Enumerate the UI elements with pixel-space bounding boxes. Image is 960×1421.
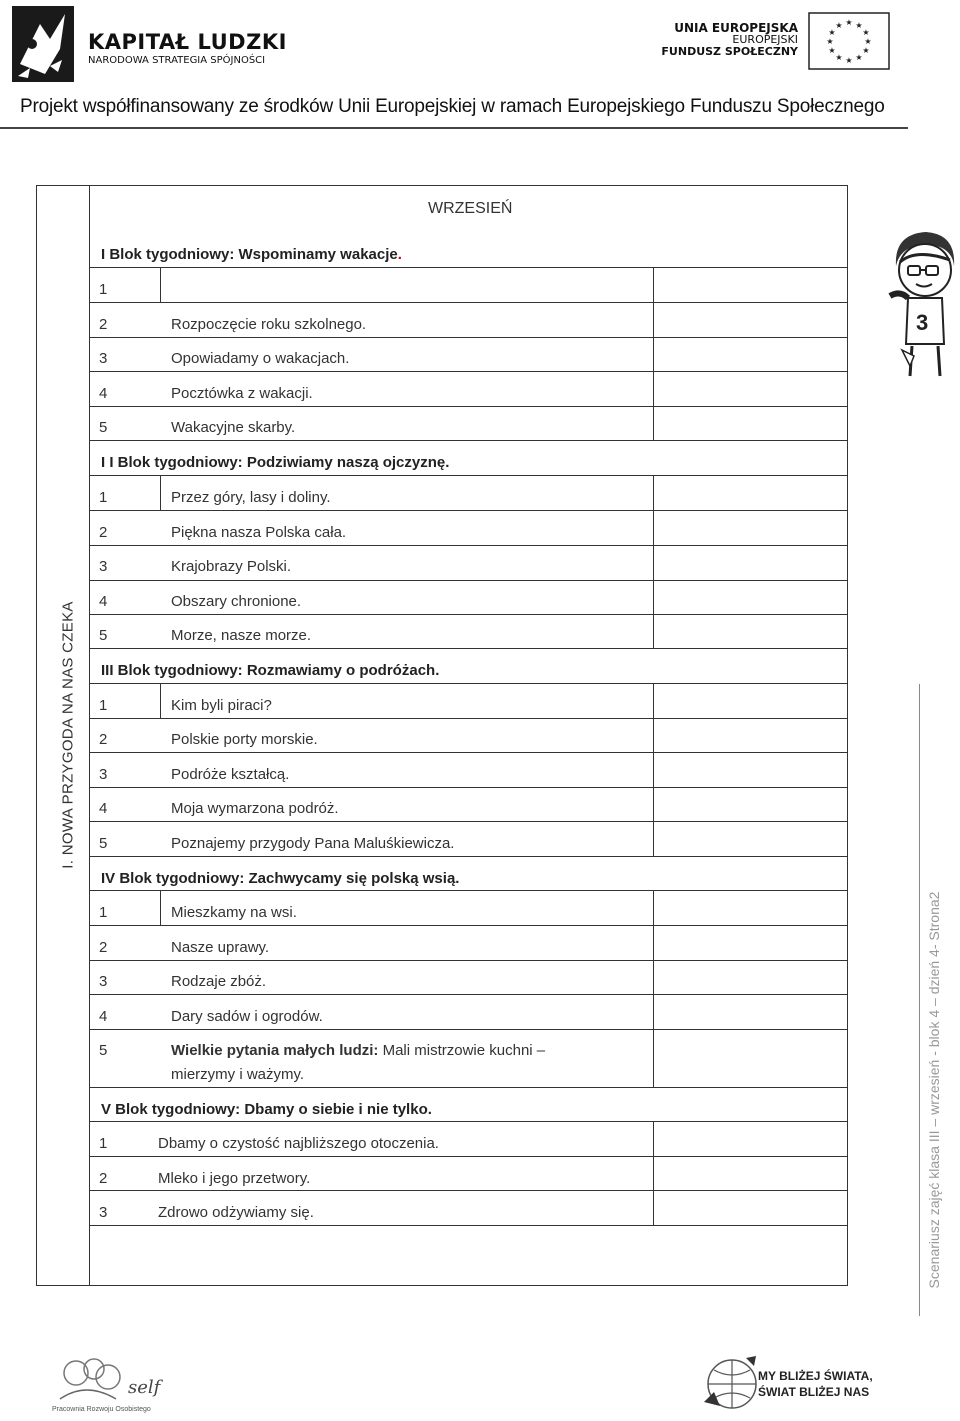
my-text-line-2: ŚWIAT BLIŻEJ NAS bbox=[758, 1385, 870, 1399]
lesson-number: 2 bbox=[99, 1170, 108, 1187]
row-divider bbox=[90, 890, 848, 891]
row-divider bbox=[90, 648, 848, 649]
lesson-number: 5 bbox=[99, 1042, 108, 1059]
row-divider bbox=[90, 683, 848, 684]
svg-text:★: ★ bbox=[855, 53, 863, 62]
row-divider bbox=[90, 1029, 848, 1030]
eu-line-2: EUROPEJSKI bbox=[732, 33, 798, 46]
svg-text:self: self bbox=[128, 1377, 161, 1398]
lesson-title: Dbamy o czystość najbliższego otoczenia. bbox=[158, 1135, 439, 1152]
column-divider bbox=[160, 475, 161, 510]
row-divider bbox=[90, 371, 848, 372]
self-logo-caption: Pracownia Rozwoju Osobistego bbox=[52, 1406, 151, 1413]
lesson-number: 1 bbox=[99, 697, 108, 714]
block-title: IV Blok tygodniowy: Zachwycamy się polską wsią. bbox=[101, 870, 460, 887]
lesson-number: 4 bbox=[99, 1008, 108, 1025]
lesson-title: Zdrowo odżywiamy się. bbox=[158, 1204, 314, 1221]
svg-text:★: ★ bbox=[835, 53, 843, 62]
row-divider bbox=[90, 1225, 848, 1226]
mascot-number: 3 bbox=[916, 310, 929, 335]
globe-logo-icon bbox=[700, 1352, 760, 1414]
row-divider bbox=[90, 267, 848, 268]
side-label: I. NOWA PRZYGODA NA NAS CZEKA bbox=[59, 601, 77, 869]
row-divider bbox=[90, 302, 848, 303]
block-title: I I Blok tygodniowy: Podziwiamy naszą ojczyznę. bbox=[101, 454, 450, 471]
lesson-number: 1 bbox=[99, 904, 108, 921]
lesson-title-continued: mierzymy i ważymy. bbox=[171, 1066, 305, 1083]
lesson-title: Wakacyjne skarby. bbox=[171, 419, 296, 436]
column-divider bbox=[653, 890, 654, 1087]
lesson-number: 3 bbox=[99, 973, 108, 990]
block-title: III Blok tygodniowy: Rozmawiamy o podróżach. bbox=[101, 662, 440, 679]
lesson-number: 2 bbox=[99, 939, 108, 956]
lesson-title: Mieszkamy na wsi. bbox=[171, 904, 297, 921]
eu-line-1: UNIA EUROPEJSKA bbox=[674, 21, 798, 35]
lesson-title: Podróże kształcą. bbox=[171, 766, 290, 783]
column-divider bbox=[160, 683, 161, 718]
side-footer-rule bbox=[919, 684, 920, 1316]
lesson-title: Dary sadów i ogrodów. bbox=[171, 1008, 323, 1025]
lesson-number: 1 bbox=[99, 281, 108, 298]
row-divider bbox=[90, 787, 848, 788]
lesson-number: 5 bbox=[99, 835, 108, 852]
lesson-title: Rodzaje zbóż. bbox=[171, 973, 267, 990]
kapital-ludzki-logo-icon bbox=[10, 4, 80, 84]
row-divider bbox=[90, 545, 848, 546]
lesson-number: 1 bbox=[99, 1135, 108, 1152]
lesson-number: 3 bbox=[99, 350, 108, 367]
lesson-title: Polskie porty morskie. bbox=[171, 731, 318, 748]
block-title bbox=[101, 246, 402, 263]
svg-text:★: ★ bbox=[845, 18, 853, 27]
lesson-title: Obszary chronione. bbox=[171, 593, 302, 610]
lesson-number: 3 bbox=[99, 766, 108, 783]
svg-text:★: ★ bbox=[862, 46, 870, 55]
lesson-title: Moja wymarzona podróż. bbox=[171, 800, 339, 817]
lesson-title-rest: Mali mistrzowie kuchni – bbox=[378, 1042, 546, 1059]
block-title-text: I Blok tygodniowy: Wspominamy wakacje bbox=[101, 246, 398, 263]
my-text-line-1: MY BLIŻEJ ŚWIATA, bbox=[758, 1369, 873, 1383]
row-divider bbox=[90, 1121, 848, 1122]
row-divider bbox=[90, 718, 848, 719]
row-divider bbox=[90, 994, 848, 995]
row-divider bbox=[90, 1190, 848, 1191]
my-blizej-swiata-text bbox=[758, 1368, 873, 1400]
lesson-number: 2 bbox=[99, 524, 108, 541]
column-divider bbox=[653, 267, 654, 440]
row-divider bbox=[90, 440, 848, 441]
svg-text:★: ★ bbox=[828, 46, 836, 55]
row-divider bbox=[90, 475, 848, 476]
lesson-title: Poznajemy przygody Pana Maluśkiewicza. bbox=[171, 835, 455, 852]
lesson-title: Rozpoczęcie roku szkolnego. bbox=[171, 316, 367, 333]
lesson-title: Mleko i jego przetwory. bbox=[158, 1170, 311, 1187]
lesson-number: 2 bbox=[99, 316, 108, 333]
lesson-number: 4 bbox=[99, 800, 108, 817]
column-divider bbox=[653, 1121, 654, 1225]
kapital-ludzki-subtitle: NARODOWA STRATEGIA SPÓJNOŚCI bbox=[88, 55, 266, 66]
row-divider bbox=[90, 752, 848, 753]
column-divider bbox=[160, 890, 161, 925]
svg-text:★: ★ bbox=[828, 28, 836, 37]
lesson-number: 2 bbox=[99, 731, 108, 748]
side-footer-text: Scenariusz zajęć klasa III – wrzesień - blok 4 – dzień 4- Strona2 bbox=[926, 891, 942, 1289]
row-divider bbox=[90, 925, 848, 926]
row-divider bbox=[90, 510, 848, 511]
svg-text:★: ★ bbox=[864, 37, 872, 46]
svg-text:★: ★ bbox=[826, 37, 834, 46]
lesson-number: 4 bbox=[99, 593, 108, 610]
lesson-title: Piękna nasza Polska cała. bbox=[171, 524, 347, 541]
lesson-number: 1 bbox=[99, 489, 108, 506]
lesson-title-bold: Wielkie pytania małych ludzi: bbox=[171, 1042, 379, 1059]
month-heading: WRZESIEŃ bbox=[428, 200, 513, 217]
row-divider bbox=[90, 406, 848, 407]
block-title-dot: . bbox=[397, 246, 402, 263]
row-divider bbox=[90, 821, 848, 822]
row-divider bbox=[90, 856, 848, 857]
eu-fund-text bbox=[661, 22, 798, 58]
project-cofinancing-line: Projekt współfinansowany ze środków Unii Europejskiej w ramach Europejskiego Funduszu Społecznego bbox=[20, 96, 885, 117]
svg-text:★: ★ bbox=[845, 56, 853, 65]
column-divider bbox=[653, 475, 654, 648]
column-divider bbox=[160, 267, 161, 302]
lesson-number: 3 bbox=[99, 1204, 108, 1221]
lesson-title: Przez góry, lasy i doliny. bbox=[171, 489, 331, 506]
row-divider bbox=[90, 614, 848, 615]
eu-flag-icon bbox=[808, 12, 890, 70]
row-divider bbox=[90, 1156, 848, 1157]
kapital-ludzki-title: KAPITAŁ LUDZKI bbox=[88, 30, 287, 54]
row-divider bbox=[90, 960, 848, 961]
lesson-number: 5 bbox=[99, 419, 108, 436]
lesson-title bbox=[171, 1042, 545, 1059]
lesson-title: Kim byli piraci? bbox=[171, 697, 272, 714]
row-divider bbox=[90, 1087, 848, 1088]
row-divider bbox=[90, 337, 848, 338]
block-title: V Blok tygodniowy: Dbamy o siebie i nie tylko. bbox=[101, 1101, 432, 1118]
lesson-number: 3 bbox=[99, 558, 108, 575]
lesson-title: Nasze uprawy. bbox=[171, 939, 270, 956]
header-divider bbox=[0, 127, 908, 129]
mascot-girl-icon bbox=[886, 226, 960, 382]
lesson-number: 5 bbox=[99, 627, 108, 644]
lesson-title: Morze, nasze morze. bbox=[171, 627, 312, 644]
lesson-title: Pocztówka z wakacji. bbox=[171, 385, 313, 402]
lesson-title: Opowiadamy o wakacjach. bbox=[171, 350, 350, 367]
svg-text:★: ★ bbox=[835, 21, 843, 30]
svg-text:★: ★ bbox=[855, 21, 863, 30]
column-divider bbox=[653, 683, 654, 856]
svg-text:★: ★ bbox=[862, 28, 870, 37]
lesson-number: 4 bbox=[99, 385, 108, 402]
eu-line-3: FUNDUSZ SPOŁECZNY bbox=[661, 45, 798, 58]
lesson-title: Krajobrazy Polski. bbox=[171, 558, 292, 575]
row-divider bbox=[90, 580, 848, 581]
